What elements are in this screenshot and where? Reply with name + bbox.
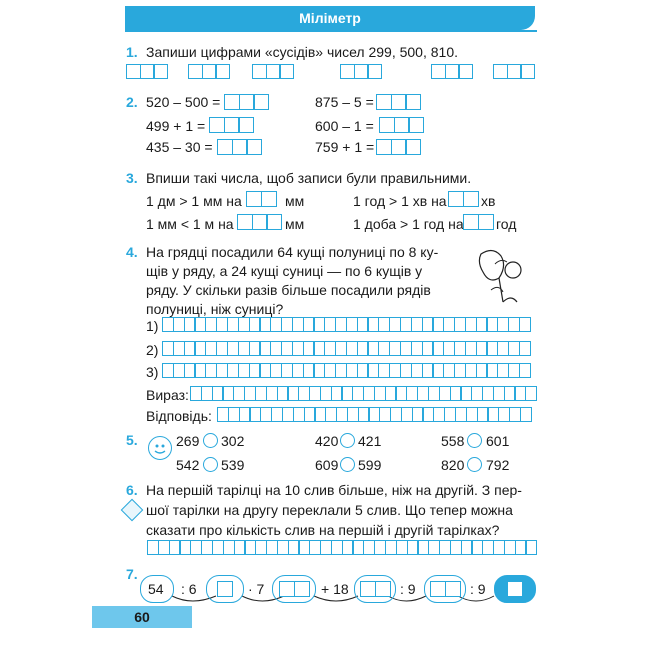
compare-left: 558 — [441, 433, 465, 449]
chain-op: : 9 — [470, 581, 486, 597]
strawberry-illustration — [473, 244, 531, 306]
chain-box[interactable] — [217, 581, 233, 597]
answer-strip[interactable] — [147, 540, 536, 555]
chain-box[interactable] — [445, 581, 461, 597]
compare-right: 539 — [221, 457, 245, 473]
answer-boxes[interactable] — [246, 191, 275, 207]
task-number: 1. — [126, 44, 138, 60]
header-underline — [125, 30, 537, 32]
answer-boxes[interactable] — [126, 64, 167, 79]
task-number: 6. — [126, 482, 138, 498]
answer-boxes[interactable] — [379, 117, 423, 133]
answer-boxes[interactable] — [376, 139, 420, 155]
task6-line: шої тарілки на другу переклали 5 слив. Що тепер можна — [146, 502, 513, 518]
page-header — [125, 6, 535, 30]
answer-boxes[interactable] — [217, 139, 261, 155]
answer-strip[interactable] — [162, 363, 530, 378]
task2-expr: 435 – 30 = — [146, 139, 213, 155]
page-title: Міліметр — [299, 10, 361, 26]
task-number: 7. — [126, 566, 138, 582]
expression-label: Вираз: — [146, 387, 189, 403]
task-number: 4. — [126, 244, 138, 260]
answer-strip[interactable] — [190, 386, 536, 401]
answer-boxes[interactable] — [237, 214, 281, 230]
compare-circle[interactable] — [340, 433, 355, 448]
compare-right: 792 — [486, 457, 510, 473]
smiley-icon — [148, 436, 172, 460]
task3-unit: хв — [481, 193, 496, 209]
task6-line: На першій тарілці на 10 слив більше, ніж на другій. З пер- — [146, 482, 522, 498]
task2-expr: 600 – 1 = — [315, 118, 374, 134]
compare-right: 302 — [221, 433, 245, 449]
chain-result-box[interactable] — [507, 581, 523, 597]
step-label: 1) — [146, 318, 159, 334]
step-label: 3) — [146, 364, 159, 380]
chain-op: : 6 — [181, 581, 197, 597]
compare-left: 542 — [176, 457, 200, 473]
answer-boxes[interactable] — [376, 94, 420, 110]
compare-right: 599 — [358, 457, 382, 473]
task2-expr: 759 + 1 = — [315, 139, 375, 155]
task2-expr: 499 + 1 = — [146, 118, 206, 134]
task3-text: Впиши такі числа, щоб записи були правильними. — [146, 170, 472, 186]
chain-op: + 18 — [321, 581, 349, 597]
task3-unit: год — [496, 216, 517, 232]
chain-box[interactable] — [279, 581, 295, 597]
task3-row: 1 мм < 1 м на — [146, 216, 234, 232]
task4-line: щів у ряду, а 24 кущі суниці — по 6 кущів у — [146, 263, 423, 279]
chain-op: : 9 — [400, 581, 416, 597]
chain-op: · 7 — [248, 581, 265, 597]
chain-box[interactable] — [294, 581, 310, 597]
answer-strip[interactable] — [217, 407, 531, 422]
task4-line: ряду. У скільки разів більше посадили рядів — [146, 282, 431, 298]
task3-row: 1 доба > 1 год на — [353, 216, 464, 232]
answer-strip[interactable] — [162, 341, 530, 356]
compare-left: 269 — [176, 433, 200, 449]
compare-circle[interactable] — [467, 457, 482, 472]
step-label: 2) — [146, 342, 159, 358]
task1-text: Запиши цифрами «сусідів» чисел 299, 500, 810. — [146, 44, 458, 60]
compare-left: 820 — [441, 457, 465, 473]
answer-boxes[interactable] — [188, 64, 229, 79]
compare-right: 421 — [358, 433, 382, 449]
task-number: 2. — [126, 94, 138, 110]
answer-boxes[interactable] — [224, 94, 268, 110]
diamond-icon — [121, 499, 144, 522]
answer-boxes[interactable] — [493, 64, 534, 79]
task4-line: полуниці, ніж суниці? — [146, 301, 284, 317]
page-footer — [92, 606, 192, 628]
answer-boxes[interactable] — [252, 64, 293, 79]
chain-box[interactable] — [360, 581, 376, 597]
task6-line: сказати про кількість слив на першій і другій тарілках? — [146, 522, 500, 538]
task3-row: 1 год > 1 хв на — [353, 193, 447, 209]
task2-expr: 875 – 5 = — [315, 94, 374, 110]
compare-circle[interactable] — [467, 433, 482, 448]
task4-line: На грядці посадили 64 кущі полуниці по 8 ку- — [146, 244, 439, 260]
answer-boxes[interactable] — [209, 117, 253, 133]
answer-boxes[interactable] — [340, 64, 381, 79]
answer-boxes[interactable] — [448, 191, 477, 207]
compare-left: 420 — [315, 433, 339, 449]
compare-circle[interactable] — [203, 457, 218, 472]
compare-circle[interactable] — [340, 457, 355, 472]
answer-label: Відповідь: — [146, 408, 212, 424]
task3-unit: мм — [285, 193, 305, 209]
compare-circle[interactable] — [203, 433, 218, 448]
task3-row: 1 дм > 1 мм на — [146, 193, 242, 209]
answer-boxes[interactable] — [431, 64, 472, 79]
compare-left: 609 — [315, 457, 339, 473]
chain-box[interactable] — [375, 581, 391, 597]
chain-start-value: 54 — [148, 581, 164, 597]
answer-strip[interactable] — [162, 317, 530, 332]
compare-right: 601 — [486, 433, 510, 449]
task2-expr: 520 – 500 = — [146, 94, 221, 110]
chain-box[interactable] — [430, 581, 446, 597]
task-number: 5. — [126, 432, 138, 448]
answer-boxes[interactable] — [463, 214, 492, 230]
page-number: 60 — [134, 609, 150, 625]
task3-unit: мм — [285, 216, 305, 232]
task-number: 3. — [126, 170, 138, 186]
